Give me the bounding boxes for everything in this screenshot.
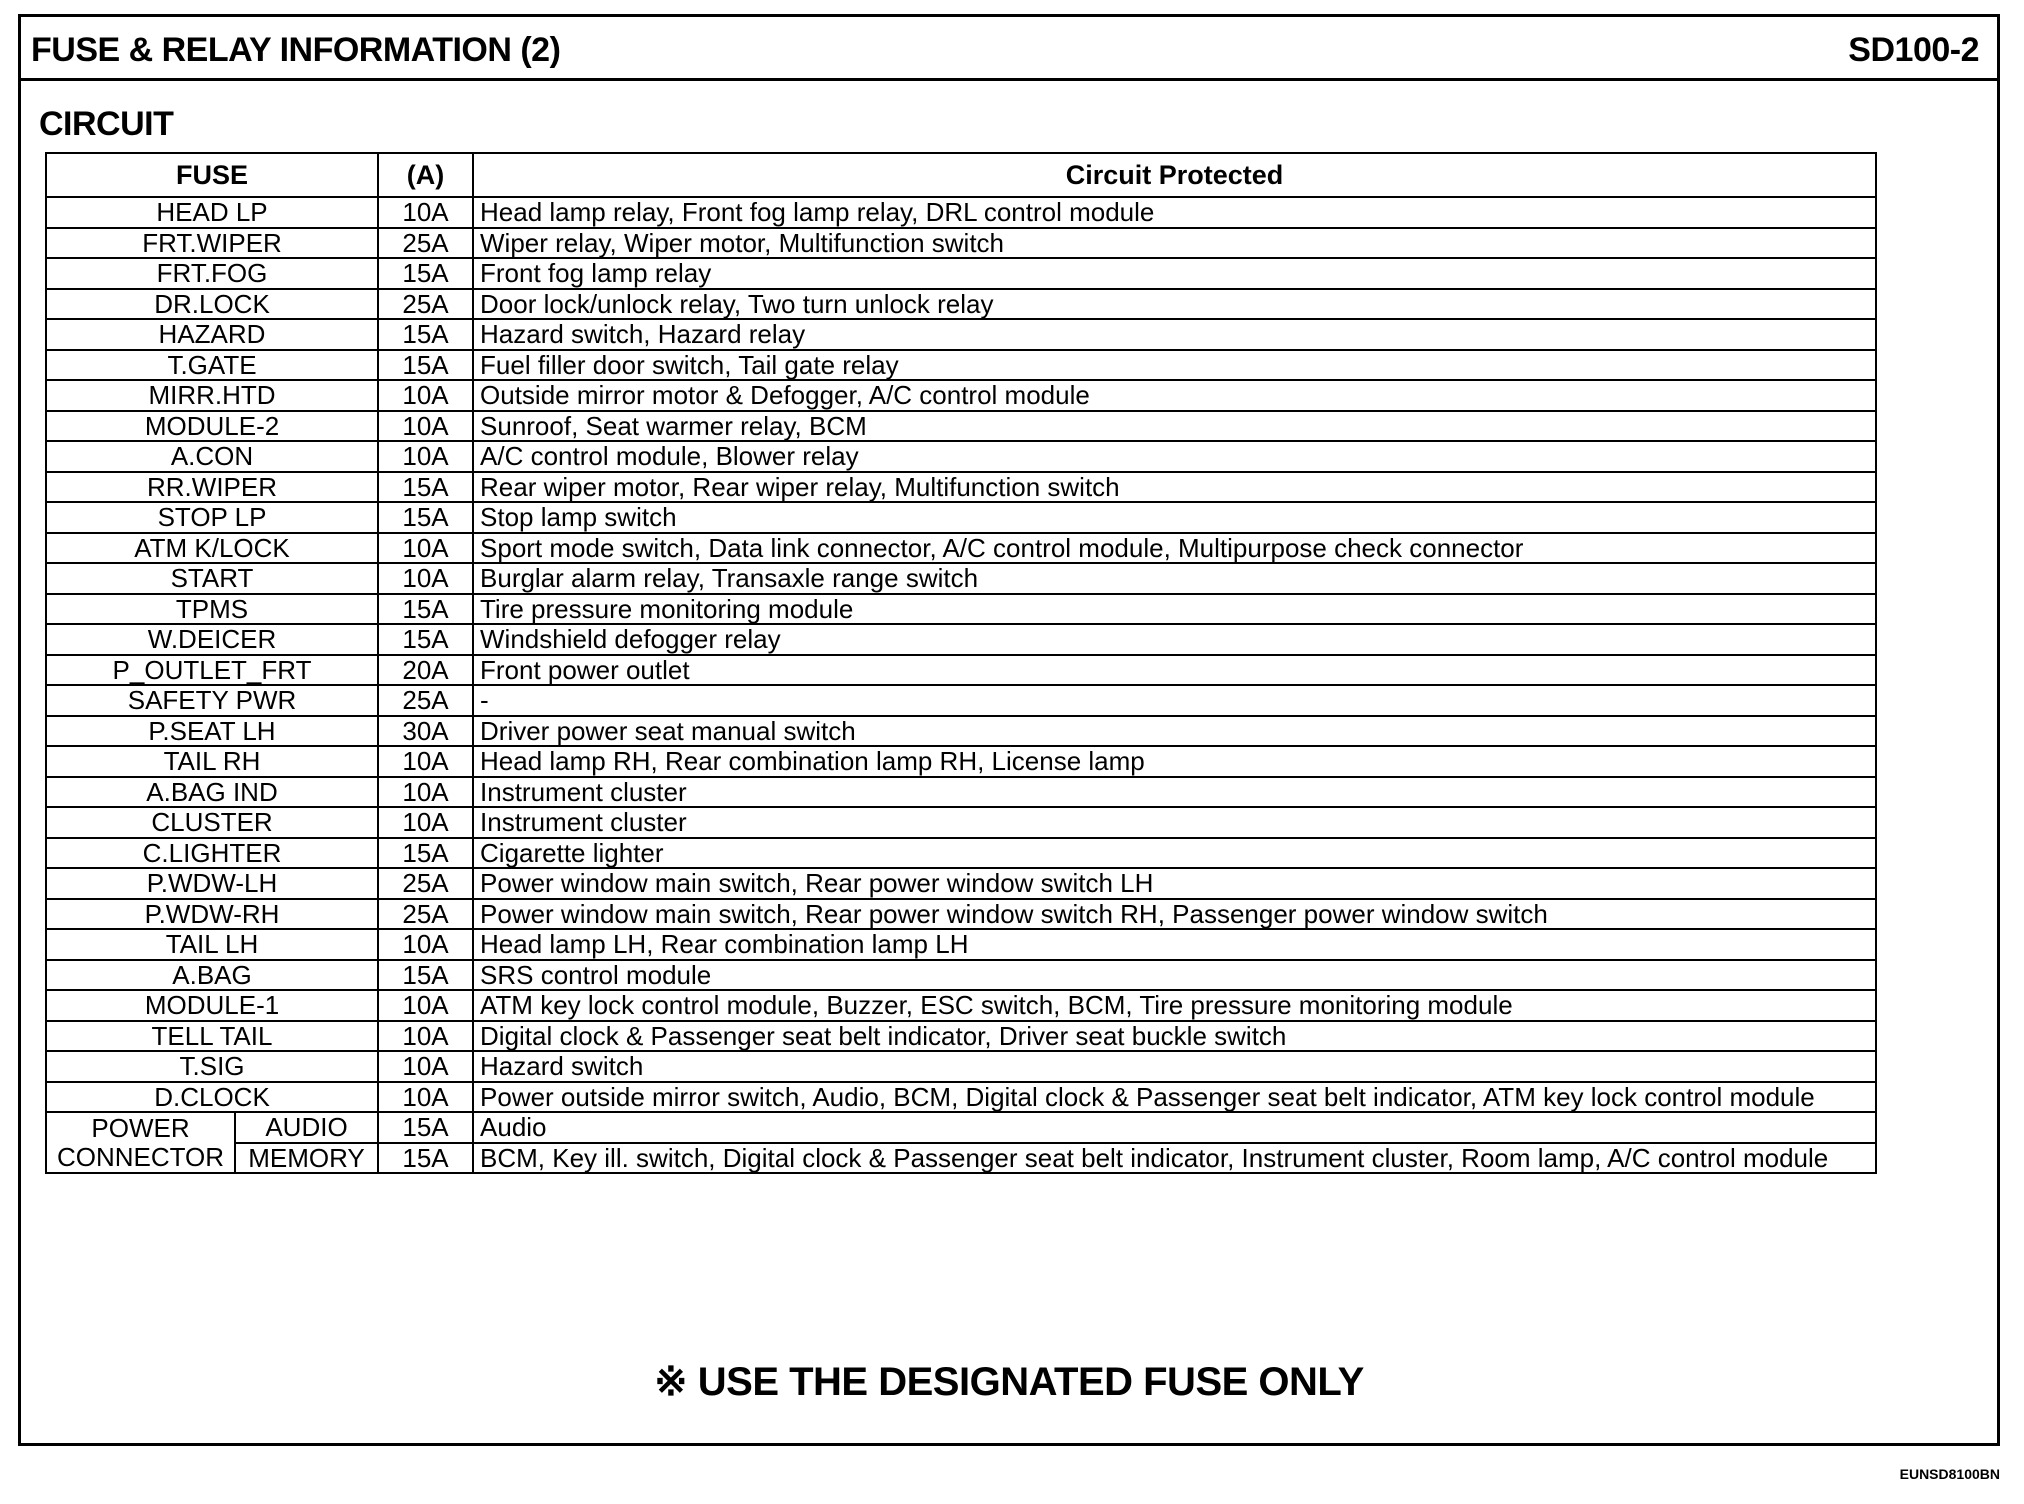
fuse-circuit: Head lamp LH, Rear combination lamp LH [473,929,1876,960]
fuse-amp: 10A [378,777,473,808]
power-connector-label-top: POWER [46,1112,235,1143]
table-header-row [46,153,1876,197]
column-header-amp: (A) [378,153,473,197]
fuse-table [45,152,1877,1174]
fuse-circuit: Hazard switch [473,1051,1876,1082]
table-row [46,319,1876,350]
fuse-circuit: SRS control module [473,960,1876,991]
table-row [46,289,1876,320]
fuse-circuit: Outside mirror motor & Defogger, A/C control module [473,380,1876,411]
fuse-name: T.SIG [46,1051,378,1082]
fuse-circuit: Stop lamp switch [473,502,1876,533]
fuse-name: P.WDW-LH [46,868,378,899]
table-row [46,929,1876,960]
document-header [21,17,1997,81]
table-row [46,990,1876,1021]
table-row [46,746,1876,777]
table-row [46,594,1876,625]
fuse-name: START [46,563,378,594]
table-row [46,533,1876,564]
table-row [46,228,1876,259]
table-row [46,807,1876,838]
fuse-name: MODULE-2 [46,411,378,442]
fuse-circuit: Rear wiper motor, Rear wiper relay, Multifunction switch [473,472,1876,503]
fuse-amp: 15A [378,1112,473,1143]
fuse-circuit: Cigarette lighter [473,838,1876,869]
fuse-amp: 10A [378,563,473,594]
fuse-name: STOP LP [46,502,378,533]
column-header-circuit: Circuit Protected [473,153,1876,197]
table-row [46,838,1876,869]
fuse-circuit: Audio [473,1112,1876,1143]
fuse-amp: 10A [378,1051,473,1082]
fuse-circuit: Head lamp relay, Front fog lamp relay, DRL control module [473,197,1876,228]
table-row [46,624,1876,655]
fuse-name: AUDIO [235,1112,378,1143]
fuse-circuit: Wiper relay, Wiper motor, Multifunction switch [473,228,1876,259]
fuse-amp: 15A [378,472,473,503]
fuse-name: MIRR.HTD [46,380,378,411]
fuse-amp: 10A [378,441,473,472]
fuse-circuit: Burglar alarm relay, Transaxle range switch [473,563,1876,594]
fuse-circuit: Digital clock & Passenger seat belt indicator, Driver seat buckle switch [473,1021,1876,1052]
fuse-name: W.DEICER [46,624,378,655]
fuse-circuit: Front fog lamp relay [473,258,1876,289]
power-connector-row [46,1112,1876,1143]
fuse-amp: 15A [378,838,473,869]
fuse-circuit: Instrument cluster [473,777,1876,808]
fuse-circuit: Tire pressure monitoring module [473,594,1876,625]
fuse-name: MEMORY [235,1143,378,1174]
fuse-circuit: Instrument cluster [473,807,1876,838]
power-connector-row [46,1143,1876,1174]
fuse-circuit: Power window main switch, Rear power window switch LH [473,868,1876,899]
fuse-circuit: Front power outlet [473,655,1876,686]
fuse-amp: 10A [378,1082,473,1113]
fuse-name: P_OUTLET_FRT [46,655,378,686]
fuse-amp: 25A [378,685,473,716]
fuse-name: DR.LOCK [46,289,378,320]
table-row [46,899,1876,930]
table-row [46,411,1876,442]
fuse-circuit: Windshield defogger relay [473,624,1876,655]
fuse-amp: 25A [378,228,473,259]
table-row [46,350,1876,381]
table-row [46,655,1876,686]
fuse-name: TELL TAIL [46,1021,378,1052]
fuse-circuit: Sport mode switch, Data link connector, A/C control module, Multipurpose check connector [473,533,1876,564]
fuse-name: RR.WIPER [46,472,378,503]
fuse-name: TAIL RH [46,746,378,777]
fuse-amp: 10A [378,1021,473,1052]
fuse-circuit: - [473,685,1876,716]
table-row [46,716,1876,747]
table-row [46,777,1876,808]
fuse-table-body [46,197,1876,1173]
fuse-amp: 10A [378,929,473,960]
fuse-name: C.LIGHTER [46,838,378,869]
table-row [46,502,1876,533]
fuse-name: P.SEAT LH [46,716,378,747]
fuse-name: TAIL LH [46,929,378,960]
fuse-warning-note: ※ USE THE DESIGNATED FUSE ONLY [654,1360,1364,1404]
table-row [46,1082,1876,1113]
fuse-amp: 15A [378,1143,473,1174]
fuse-amp: 25A [378,289,473,320]
fuse-amp: 10A [378,807,473,838]
power-connector-label-bottom: CONNECTOR [46,1143,235,1174]
table-row [46,472,1876,503]
fuse-name: SAFETY PWR [46,685,378,716]
fuse-circuit: ATM key lock control module, Buzzer, ESC switch, BCM, Tire pressure monitoring module [473,990,1876,1021]
fuse-name: T.GATE [46,350,378,381]
fuse-circuit: Door lock/unlock relay, Two turn unlock relay [473,289,1876,320]
fuse-circuit: Head lamp RH, Rear combination lamp RH, License lamp [473,746,1876,777]
fuse-amp: 25A [378,899,473,930]
fuse-circuit: Hazard switch, Hazard relay [473,319,1876,350]
fuse-amp: 15A [378,594,473,625]
fuse-name: D.CLOCK [46,1082,378,1113]
fuse-amp: 15A [378,624,473,655]
fuse-amp: 10A [378,746,473,777]
fuse-amp: 15A [378,319,473,350]
fuse-name: FRT.WIPER [46,228,378,259]
fuse-circuit: Driver power seat manual switch [473,716,1876,747]
fuse-name: MODULE-1 [46,990,378,1021]
fuse-amp: 20A [378,655,473,686]
reference-code: EUNSD8100BN [1899,1466,2000,1482]
fuse-name: A.BAG IND [46,777,378,808]
section-title: CIRCUIT [39,105,174,143]
fuse-circuit: Fuel filler door switch, Tail gate relay [473,350,1876,381]
fuse-name: P.WDW-RH [46,899,378,930]
fuse-name: A.CON [46,441,378,472]
fuse-name: CLUSTER [46,807,378,838]
table-row [46,960,1876,991]
fuse-name: A.BAG [46,960,378,991]
fuse-amp: 25A [378,868,473,899]
fuse-name: HEAD LP [46,197,378,228]
fuse-amp: 10A [378,990,473,1021]
table-row [46,1021,1876,1052]
fuse-name: TPMS [46,594,378,625]
fuse-name: FRT.FOG [46,258,378,289]
table-row [46,258,1876,289]
fuse-amp: 15A [378,258,473,289]
fuse-name: HAZARD [46,319,378,350]
fuse-amp: 15A [378,960,473,991]
fuse-amp: 10A [378,197,473,228]
table-row [46,563,1876,594]
column-header-fuse: FUSE [46,153,378,197]
fuse-circuit: Sunroof, Seat warmer relay, BCM [473,411,1876,442]
document-title: FUSE & RELAY INFORMATION (2) [31,31,561,69]
fuse-amp: 15A [378,502,473,533]
fuse-amp: 10A [378,411,473,442]
table-row [46,868,1876,899]
table-row [46,1051,1876,1082]
fuse-amp: 10A [378,533,473,564]
table-row [46,197,1876,228]
table-row [46,685,1876,716]
table-row [46,380,1876,411]
fuse-circuit: Power outside mirror switch, Audio, BCM, Digital clock & Passenger seat belt indicator, ATM key lock control module [473,1082,1876,1113]
document-frame [18,14,2000,1446]
fuse-circuit: A/C control module, Blower relay [473,441,1876,472]
fuse-circuit: Power window main switch, Rear power window switch RH, Passenger power window switch [473,899,1876,930]
document-code: SD100-2 [1848,31,1979,69]
table-row [46,441,1876,472]
fuse-name: ATM K/LOCK [46,533,378,564]
fuse-circuit: BCM, Key ill. switch, Digital clock & Passenger seat belt indicator, Instrument cluster, Room lamp, A/C control module [473,1143,1876,1174]
fuse-amp: 30A [378,716,473,747]
fuse-amp: 15A [378,350,473,381]
fuse-amp: 10A [378,380,473,411]
